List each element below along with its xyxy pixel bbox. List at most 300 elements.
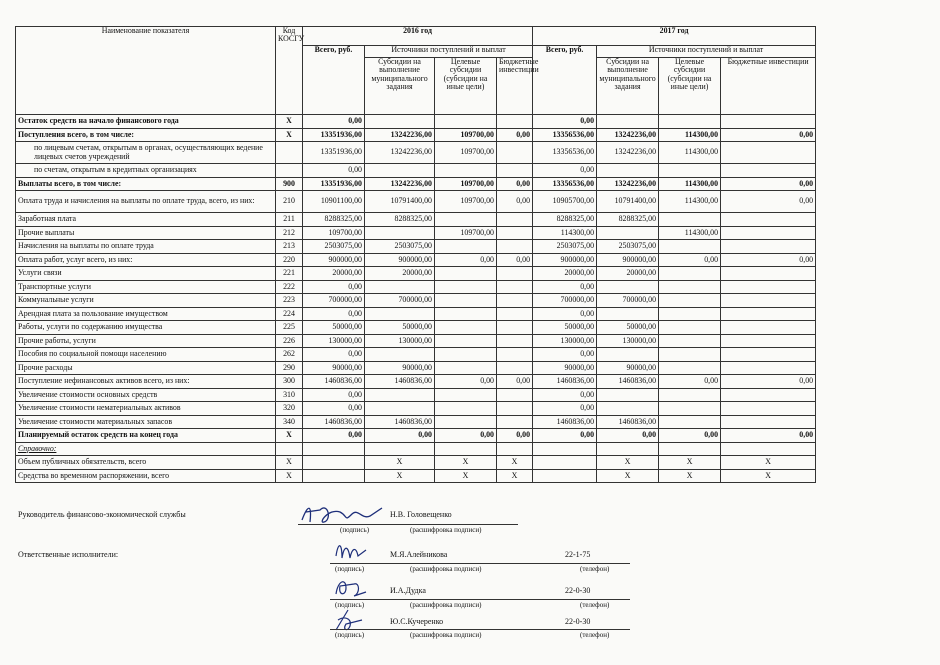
header-target-subsidy-2017: Целевые субсидии (субсидии на иные цели): [659, 58, 721, 115]
cell-2017-total: 900000,00: [533, 253, 597, 267]
row-code: 900: [276, 177, 303, 191]
cell-2017-total: 0,00: [533, 348, 597, 362]
row-label: Начисления на выплаты по оплате труда: [16, 240, 276, 254]
row-code: X: [276, 429, 303, 443]
row-label: Выплаты всего, в том числе:: [16, 177, 276, 191]
cell-2016-total: 900000,00: [303, 253, 365, 267]
cell-2017-investment: 0,00: [721, 177, 816, 191]
table-row: [16, 280, 816, 294]
cell-2017-subsidy-task: X: [597, 469, 659, 483]
cell-2017-investment: [721, 294, 816, 308]
cell-2016-target-subsidy: 109700,00: [435, 226, 497, 240]
exec1-cap-phone: (телефон): [580, 565, 610, 573]
cell-2016-target-subsidy: [435, 267, 497, 281]
table-row: [16, 294, 816, 308]
cell-2017-investment: [721, 442, 816, 456]
row-code: 320: [276, 402, 303, 416]
table-row: [16, 321, 816, 335]
cell-2017-investment: [721, 226, 816, 240]
cell-2017-subsidy-task: 13242236,00: [597, 177, 659, 191]
cell-2017-subsidy-task: [597, 280, 659, 294]
cell-2017-target-subsidy: 0,00: [659, 429, 721, 443]
cell-2017-total: 13356536,00: [533, 128, 597, 142]
row-label: Остаток средств на начало финансового года: [16, 115, 276, 129]
cell-2017-subsidy-task: 90000,00: [597, 361, 659, 375]
cell-2017-investment: [721, 388, 816, 402]
row-code: 290: [276, 361, 303, 375]
cell-2016-total: 0,00: [303, 429, 365, 443]
header-subsidy-task-2017: Субсидии на выполнение муниципального задания: [597, 58, 659, 115]
header-investment-2017: Бюджетные инвестиции: [721, 58, 816, 115]
financial-plan-table: [15, 26, 816, 483]
cell-2017-target-subsidy: 114300,00: [659, 226, 721, 240]
cell-2016-investment: [497, 442, 533, 456]
cell-2016-investment: [497, 267, 533, 281]
cell-2016-investment: [497, 115, 533, 129]
exec2-line: [330, 599, 630, 600]
exec1-line: [330, 563, 630, 564]
cell-2016-investment: 0,00: [497, 177, 533, 191]
cell-2016-subsidy-task: X: [365, 456, 435, 470]
header-sources-2016: Источники поступлений и выплат: [365, 46, 533, 58]
cell-2016-investment: 0,00: [497, 253, 533, 267]
row-label: Объем публичных обязательств, всего: [16, 456, 276, 470]
cell-2017-subsidy-task: [597, 226, 659, 240]
cell-2016-subsidy-task: 8288325,00: [365, 213, 435, 227]
cell-2016-investment: [497, 307, 533, 321]
cell-2016-total: 2503075,00: [303, 240, 365, 254]
cell-2016-subsidy-task: [365, 307, 435, 321]
row-label: Оплата труда и начисления на выплаты по оплате труда, всего, из них:: [16, 191, 276, 213]
cell-2016-subsidy-task: [365, 402, 435, 416]
row-code: 222: [276, 280, 303, 294]
exec3-line: [330, 629, 630, 630]
cell-2017-target-subsidy: [659, 334, 721, 348]
cell-2017-total: 0,00: [533, 402, 597, 416]
cell-2016-total: 700000,00: [303, 294, 365, 308]
row-label: Увеличение стоимости материальных запасов: [16, 415, 276, 429]
cell-2017-target-subsidy: [659, 267, 721, 281]
cell-2016-total: 1460836,00: [303, 415, 365, 429]
row-code: 211: [276, 213, 303, 227]
cell-2017-subsidy-task: 20000,00: [597, 267, 659, 281]
cell-2016-subsidy-task: 50000,00: [365, 321, 435, 335]
cell-2017-subsidy-task: [597, 307, 659, 321]
cell-2017-target-subsidy: 114300,00: [659, 128, 721, 142]
cell-2017-target-subsidy: 0,00: [659, 253, 721, 267]
table-row: [16, 128, 816, 142]
exec3-name: Ю.С.Кучеренко: [390, 617, 444, 626]
table-row: [16, 375, 816, 389]
header-name: Наименование показателя: [16, 27, 276, 115]
row-code: [276, 142, 303, 164]
cell-2016-total: 109700,00: [303, 226, 365, 240]
header-year-2016: 2016 год: [303, 27, 533, 46]
cell-2016-target-subsidy: [435, 213, 497, 227]
cell-2016-subsidy-task: 13242236,00: [365, 177, 435, 191]
cell-2016-total: 20000,00: [303, 267, 365, 281]
exec1-phone: 22-1-75: [565, 550, 591, 559]
cell-2016-total: 0,00: [303, 280, 365, 294]
cell-2016-target-subsidy: [435, 294, 497, 308]
cell-2017-total: 2503075,00: [533, 240, 597, 254]
head-sign-line: [298, 524, 518, 525]
cell-2016-target-subsidy: X: [435, 456, 497, 470]
cell-2016-target-subsidy: [435, 334, 497, 348]
cell-2017-investment: 0,00: [721, 191, 816, 213]
row-code: 225: [276, 321, 303, 335]
exec3-phone: 22-0-30: [565, 617, 591, 626]
cell-2016-subsidy-task: [365, 280, 435, 294]
cell-2017-total: 114300,00: [533, 226, 597, 240]
row-code: 223: [276, 294, 303, 308]
cell-2017-total: 130000,00: [533, 334, 597, 348]
exec2-cap-phone: (телефон): [580, 601, 610, 609]
row-code: [276, 164, 303, 178]
cell-2016-target-subsidy: 0,00: [435, 375, 497, 389]
cell-2016-total: 13351936,00: [303, 128, 365, 142]
row-code: 221: [276, 267, 303, 281]
exec3-cap-sign: (подпись): [335, 631, 365, 639]
cell-2017-investment: [721, 402, 816, 416]
cell-2016-total: 90000,00: [303, 361, 365, 375]
cell-2017-subsidy-task: 2503075,00: [597, 240, 659, 254]
cell-2016-investment: 0,00: [497, 191, 533, 213]
cell-2017-subsidy-task: 8288325,00: [597, 213, 659, 227]
cell-2016-investment: [497, 361, 533, 375]
cell-2017-subsidy-task: 1460836,00: [597, 375, 659, 389]
cell-2017-target-subsidy: 0,00: [659, 375, 721, 389]
table-row: [16, 415, 816, 429]
cell-2016-target-subsidy: [435, 280, 497, 294]
cell-2017-investment: [721, 361, 816, 375]
cell-2017-investment: [721, 142, 816, 164]
table-row: [16, 348, 816, 362]
cell-2016-target-subsidy: [435, 415, 497, 429]
cell-2017-subsidy-task: 13242236,00: [597, 142, 659, 164]
cell-2017-target-subsidy: 114300,00: [659, 142, 721, 164]
head-title: Руководитель финансово-экономической службы: [18, 510, 186, 519]
row-label: Прочие выплаты: [16, 226, 276, 240]
cell-2017-subsidy-task: [597, 388, 659, 402]
cell-2017-target-subsidy: [659, 164, 721, 178]
cell-2017-subsidy-task: 10791400,00: [597, 191, 659, 213]
cell-2016-subsidy-task: 10791400,00: [365, 191, 435, 213]
table-row: [16, 142, 816, 164]
cell-2016-total: [303, 442, 365, 456]
cell-2017-investment: 0,00: [721, 253, 816, 267]
cell-2017-subsidy-task: [597, 115, 659, 129]
cell-2017-investment: [721, 267, 816, 281]
row-label: Заработная плата: [16, 213, 276, 227]
cell-2017-target-subsidy: [659, 348, 721, 362]
cell-2017-subsidy-task: 0,00: [597, 429, 659, 443]
row-label: Поступление нефинансовых активов всего, из них:: [16, 375, 276, 389]
cell-2017-target-subsidy: [659, 240, 721, 254]
cell-2017-target-subsidy: X: [659, 469, 721, 483]
cell-2016-subsidy-task: X: [365, 469, 435, 483]
cell-2016-investment: [497, 388, 533, 402]
cell-2017-total: 1460836,00: [533, 375, 597, 389]
header-investment-2016: Бюджетные инвестиции: [497, 58, 533, 115]
row-label: по счетам, открытым в кредитных организациях: [16, 164, 276, 178]
cell-2017-total: 90000,00: [533, 361, 597, 375]
cell-2017-investment: 0,00: [721, 375, 816, 389]
row-code: 213: [276, 240, 303, 254]
cell-2016-target-subsidy: 0,00: [435, 253, 497, 267]
cell-2016-investment: [497, 164, 533, 178]
cell-2016-subsidy-task: 130000,00: [365, 334, 435, 348]
cell-2016-target-subsidy: [435, 307, 497, 321]
cell-2017-subsidy-task: 1460836,00: [597, 415, 659, 429]
cell-2016-target-subsidy: 109700,00: [435, 142, 497, 164]
cell-2017-subsidy-task: [597, 164, 659, 178]
cell-2016-subsidy-task: 900000,00: [365, 253, 435, 267]
cell-2016-total: 0,00: [303, 164, 365, 178]
cell-2017-total: 13356536,00: [533, 142, 597, 164]
exec2-phone: 22-0-30: [565, 586, 591, 595]
cell-2017-target-subsidy: 114300,00: [659, 177, 721, 191]
cell-2016-investment: X: [497, 456, 533, 470]
row-code: X: [276, 128, 303, 142]
header-total-2017: Всего, руб.: [533, 46, 597, 115]
exec1-cap-decode: (расшифровка подписи): [410, 565, 482, 573]
row-code: X: [276, 469, 303, 483]
cell-2017-subsidy-task: [597, 402, 659, 416]
row-code: 212: [276, 226, 303, 240]
cell-2017-subsidy-task: X: [597, 456, 659, 470]
table-row: [16, 456, 816, 470]
cell-2016-target-subsidy: [435, 361, 497, 375]
cell-2016-target-subsidy: 109700,00: [435, 177, 497, 191]
cell-2017-investment: 0,00: [721, 128, 816, 142]
row-label: по лицевым счетам, открытым в органах, осуществляющих ведение лицевых счетов учреждений: [16, 142, 276, 164]
cell-2016-subsidy-task: [365, 388, 435, 402]
cell-2017-subsidy-task: 700000,00: [597, 294, 659, 308]
cell-2016-subsidy-task: 90000,00: [365, 361, 435, 375]
cell-2016-total: 0,00: [303, 388, 365, 402]
cell-2016-subsidy-task: [365, 115, 435, 129]
exec2-name: И.А.Дудка: [390, 586, 426, 595]
row-label: Прочие расходы: [16, 361, 276, 375]
cell-2016-investment: [497, 294, 533, 308]
head-name: Н.В. Головещенко: [390, 510, 452, 519]
cell-2016-target-subsidy: [435, 442, 497, 456]
cell-2016-investment: [497, 213, 533, 227]
cell-2017-target-subsidy: [659, 388, 721, 402]
exec3-cap-phone: (телефон): [580, 631, 610, 639]
cell-2016-total: 0,00: [303, 115, 365, 129]
row-code: 310: [276, 388, 303, 402]
cell-2017-investment: [721, 280, 816, 294]
row-label: Прочие работы, услуги: [16, 334, 276, 348]
table-row: [16, 429, 816, 443]
cell-2016-target-subsidy: 0,00: [435, 429, 497, 443]
cell-2016-investment: [497, 240, 533, 254]
cell-2017-target-subsidy: 114300,00: [659, 191, 721, 213]
exec3-cap-decode: (расшифровка подписи): [410, 631, 482, 639]
cell-2016-investment: X: [497, 469, 533, 483]
cell-2016-subsidy-task: [365, 442, 435, 456]
row-label: Арендная плата за пользование имуществом: [16, 307, 276, 321]
cell-2017-investment: [721, 348, 816, 362]
row-label: Поступления всего, в том числе:: [16, 128, 276, 142]
table-row: [16, 307, 816, 321]
table-row: [16, 191, 816, 213]
cell-2016-target-subsidy: 109700,00: [435, 128, 497, 142]
exec2-signature-image: [330, 574, 370, 602]
cell-2016-total: 130000,00: [303, 334, 365, 348]
cell-2017-investment: [721, 240, 816, 254]
cell-2016-subsidy-task: 13242236,00: [365, 128, 435, 142]
row-label: Увеличение стоимости нематериальных активов: [16, 402, 276, 416]
cell-2016-investment: [497, 142, 533, 164]
cell-2017-investment: [721, 164, 816, 178]
header-total-2016: Всего, руб.: [303, 46, 365, 115]
cell-2017-target-subsidy: [659, 213, 721, 227]
cell-2017-total: 50000,00: [533, 321, 597, 335]
cell-2016-subsidy-task: [365, 348, 435, 362]
head-cap-decode: (расшифровка подписи): [410, 526, 482, 534]
cell-2016-investment: 0,00: [497, 375, 533, 389]
row-code: 262: [276, 348, 303, 362]
cell-2017-total: [533, 456, 597, 470]
header-code: Код КОСГУ: [276, 27, 303, 115]
cell-2017-subsidy-task: [597, 442, 659, 456]
table-row: [16, 402, 816, 416]
cell-2017-investment: [721, 415, 816, 429]
cell-2016-total: 13351936,00: [303, 177, 365, 191]
table-row: [16, 334, 816, 348]
header-year-2017: 2017 год: [533, 27, 816, 46]
row-code: 220: [276, 253, 303, 267]
row-label: Средства во временном распоряжении, всего: [16, 469, 276, 483]
header-sources-2017: Источники поступлений и выплат: [597, 46, 816, 58]
cell-2016-target-subsidy: [435, 115, 497, 129]
cell-2016-investment: [497, 280, 533, 294]
exec-title: Ответственные исполнители:: [18, 550, 119, 559]
table-row: [16, 253, 816, 267]
cell-2016-total: 0,00: [303, 348, 365, 362]
header-subsidy-task-2016: Субсидии на выполнение муниципального задания: [365, 58, 435, 115]
cell-2016-total: 8288325,00: [303, 213, 365, 227]
cell-2017-target-subsidy: [659, 321, 721, 335]
cell-2017-target-subsidy: [659, 115, 721, 129]
cell-2017-investment: X: [721, 456, 816, 470]
cell-2016-subsidy-task: [365, 164, 435, 178]
row-label: Коммунальные услуги: [16, 294, 276, 308]
cell-2016-subsidy-task: 13242236,00: [365, 142, 435, 164]
cell-2016-investment: [497, 415, 533, 429]
cell-2017-total: 8288325,00: [533, 213, 597, 227]
cell-2016-investment: [497, 226, 533, 240]
cell-2016-investment: [497, 402, 533, 416]
cell-2016-subsidy-task: 0,00: [365, 429, 435, 443]
cell-2017-total: 0,00: [533, 115, 597, 129]
cell-2017-total: 700000,00: [533, 294, 597, 308]
cell-2017-investment: [721, 321, 816, 335]
cell-2016-target-subsidy: [435, 321, 497, 335]
cell-2016-investment: [497, 348, 533, 362]
cell-2017-total: 13356536,00: [533, 177, 597, 191]
exec2-cap-decode: (расшифровка подписи): [410, 601, 482, 609]
exec1-name: М.Я.Алейникова: [390, 550, 448, 559]
row-code: 340: [276, 415, 303, 429]
cell-2017-subsidy-task: 50000,00: [597, 321, 659, 335]
row-code: 210: [276, 191, 303, 213]
cell-2016-target-subsidy: [435, 402, 497, 416]
table-row: [16, 164, 816, 178]
cell-2016-total: [303, 469, 365, 483]
table-row: [16, 442, 816, 456]
row-label: Пособия по социальной помощи населению: [16, 348, 276, 362]
cell-2016-total: 50000,00: [303, 321, 365, 335]
cell-2017-investment: [721, 307, 816, 321]
cell-2017-target-subsidy: [659, 361, 721, 375]
cell-2016-target-subsidy: [435, 348, 497, 362]
cell-2017-investment: 0,00: [721, 429, 816, 443]
table-row: [16, 267, 816, 281]
cell-2016-target-subsidy: [435, 164, 497, 178]
cell-2017-total: 1460836,00: [533, 415, 597, 429]
cell-2016-subsidy-task: 20000,00: [365, 267, 435, 281]
cell-2017-total: [533, 442, 597, 456]
cell-2017-total: 0,00: [533, 307, 597, 321]
cell-2017-total: 0,00: [533, 429, 597, 443]
cell-2017-investment: [721, 115, 816, 129]
cell-2017-target-subsidy: [659, 294, 721, 308]
cell-2016-investment: [497, 321, 533, 335]
cell-2017-target-subsidy: [659, 442, 721, 456]
cell-2016-investment: 0,00: [497, 128, 533, 142]
row-label: Услуги связи: [16, 267, 276, 281]
cell-2017-total: 10905700,00: [533, 191, 597, 213]
head-cap-sign: (подпись): [340, 526, 370, 534]
cell-2016-subsidy-task: [365, 226, 435, 240]
cell-2017-investment: [721, 334, 816, 348]
cell-2017-investment: [721, 213, 816, 227]
row-code: [276, 442, 303, 456]
cell-2017-target-subsidy: [659, 402, 721, 416]
row-code: 224: [276, 307, 303, 321]
table-row: [16, 115, 816, 129]
cell-2017-total: 0,00: [533, 388, 597, 402]
cell-2017-subsidy-task: [597, 348, 659, 362]
table-row: [16, 177, 816, 191]
row-code: X: [276, 115, 303, 129]
cell-2017-total: [533, 469, 597, 483]
row-label: Работы, услуги по содержанию имущества: [16, 321, 276, 335]
cell-2016-subsidy-task: 1460836,00: [365, 375, 435, 389]
cell-2016-investment: 0,00: [497, 429, 533, 443]
table-row: [16, 469, 816, 483]
cell-2017-total: 20000,00: [533, 267, 597, 281]
row-label: Транспортные услуги: [16, 280, 276, 294]
cell-2017-subsidy-task: 130000,00: [597, 334, 659, 348]
cell-2017-total: 0,00: [533, 164, 597, 178]
cell-2016-total: [303, 456, 365, 470]
cell-2017-subsidy-task: 13242236,00: [597, 128, 659, 142]
cell-2017-target-subsidy: [659, 415, 721, 429]
cell-2016-subsidy-task: 1460836,00: [365, 415, 435, 429]
row-code: 226: [276, 334, 303, 348]
table-row: [16, 226, 816, 240]
row-code: X: [276, 456, 303, 470]
cell-2017-investment: X: [721, 469, 816, 483]
cell-2017-target-subsidy: [659, 307, 721, 321]
row-label: Планируемый остаток средств на конец года: [16, 429, 276, 443]
row-label: Увеличение стоимости основных средств: [16, 388, 276, 402]
